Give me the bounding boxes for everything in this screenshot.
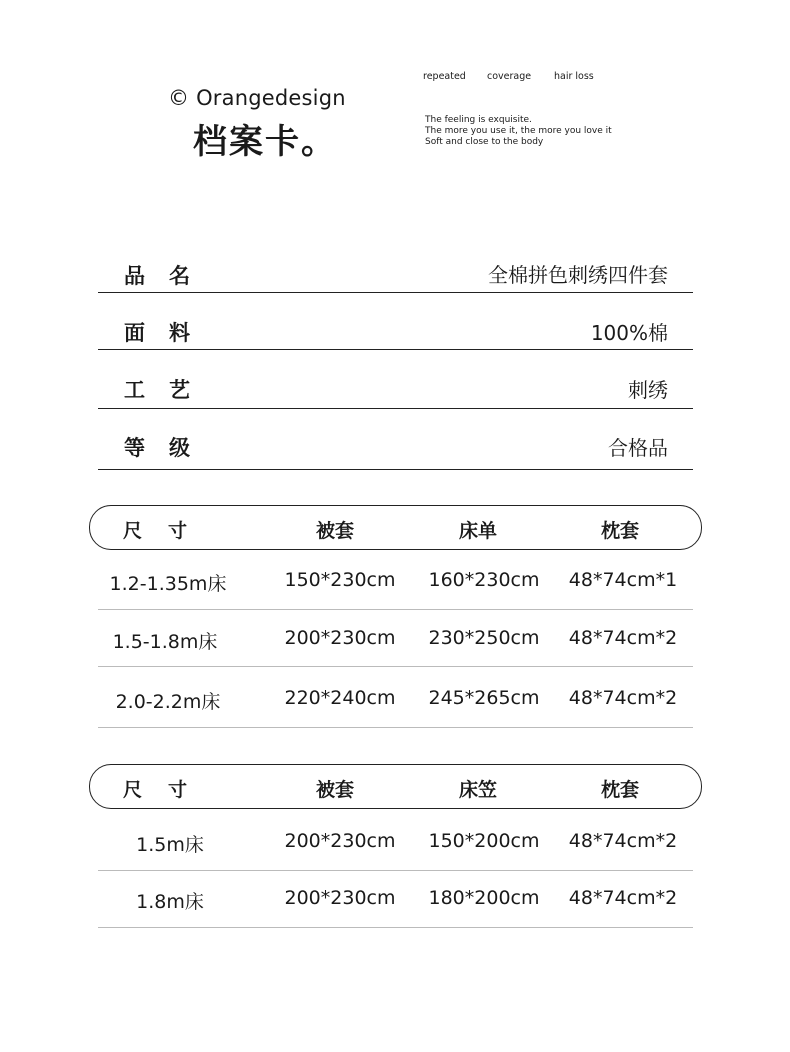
spec-value: 合格品	[608, 436, 668, 460]
header-duvet-cover: 被套	[315, 520, 355, 542]
cell-size: 1.2-1.35m床	[109, 573, 227, 595]
table-row	[98, 610, 693, 667]
cell-fitted: 180*200cm	[428, 887, 540, 909]
size-table-header	[89, 764, 702, 809]
cell-duvet: 220*240cm	[284, 687, 396, 709]
cell-pillow: 48*74cm*2	[568, 887, 678, 909]
cell-duvet: 200*230cm	[284, 887, 396, 909]
header-size: 尺寸	[123, 779, 214, 801]
spec-key: 工艺	[124, 378, 214, 402]
header-pillowcase: 枕套	[600, 520, 640, 542]
tag-item: repeated	[423, 71, 466, 82]
spec-value: 全棉拼色刺绣四件套	[488, 263, 668, 287]
spec-row-fabric	[98, 293, 693, 350]
spec-row-grade	[98, 409, 693, 470]
tag-item: coverage	[487, 71, 532, 82]
spec-key: 品名	[124, 264, 214, 288]
cell-size: 2.0-2.2m床	[115, 691, 221, 713]
page-title: 档案卡。	[193, 122, 337, 162]
blurb-line: The feeling is exquisite.	[425, 115, 532, 125]
table-row	[98, 667, 693, 728]
cell-duvet: 150*230cm	[284, 569, 396, 591]
cell-size: 1.8m床	[136, 891, 204, 913]
header-bed-sheet: 床单	[458, 520, 498, 542]
header-pillowcase: 枕套	[600, 779, 640, 801]
header-size: 尺寸	[123, 520, 214, 542]
cell-fitted: 150*200cm	[428, 830, 540, 852]
table-row	[98, 550, 693, 610]
cell-pillow: 48*74cm*2	[568, 627, 678, 649]
spec-key: 等级	[124, 436, 214, 460]
cell-sheet: 160*230cm	[428, 569, 540, 591]
cell-pillow: 48*74cm*1	[568, 569, 678, 591]
header-duvet-cover: 被套	[315, 779, 355, 801]
tag-list	[423, 71, 594, 82]
cell-size: 1.5m床	[136, 834, 204, 856]
blurb	[425, 115, 612, 148]
spec-row-name	[98, 252, 693, 293]
spec-key: 面料	[124, 321, 214, 345]
spec-row-craft	[98, 350, 693, 409]
blurb-line: The more you use it, the more you love it	[425, 126, 612, 136]
cell-sheet: 245*265cm	[428, 687, 540, 709]
header-fitted-sheet: 床笠	[458, 779, 498, 801]
blurb-line: Soft and close to the body	[425, 137, 544, 147]
spec-value: 100%棉	[590, 321, 668, 345]
cell-pillow: 48*74cm*2	[568, 687, 678, 709]
table-row	[98, 809, 693, 871]
cell-duvet: 200*230cm	[284, 830, 396, 852]
table-row	[98, 871, 693, 928]
cell-pillow: 48*74cm*2	[568, 830, 678, 852]
brand-name: © Orangedesign	[168, 86, 346, 110]
cell-size: 1.5-1.8m床	[112, 631, 218, 653]
size-table-header	[89, 505, 702, 550]
cell-sheet: 230*250cm	[428, 627, 540, 649]
tag-item: hair loss	[554, 71, 594, 82]
spec-value: 刺绣	[628, 378, 668, 402]
cell-duvet: 200*230cm	[284, 627, 396, 649]
